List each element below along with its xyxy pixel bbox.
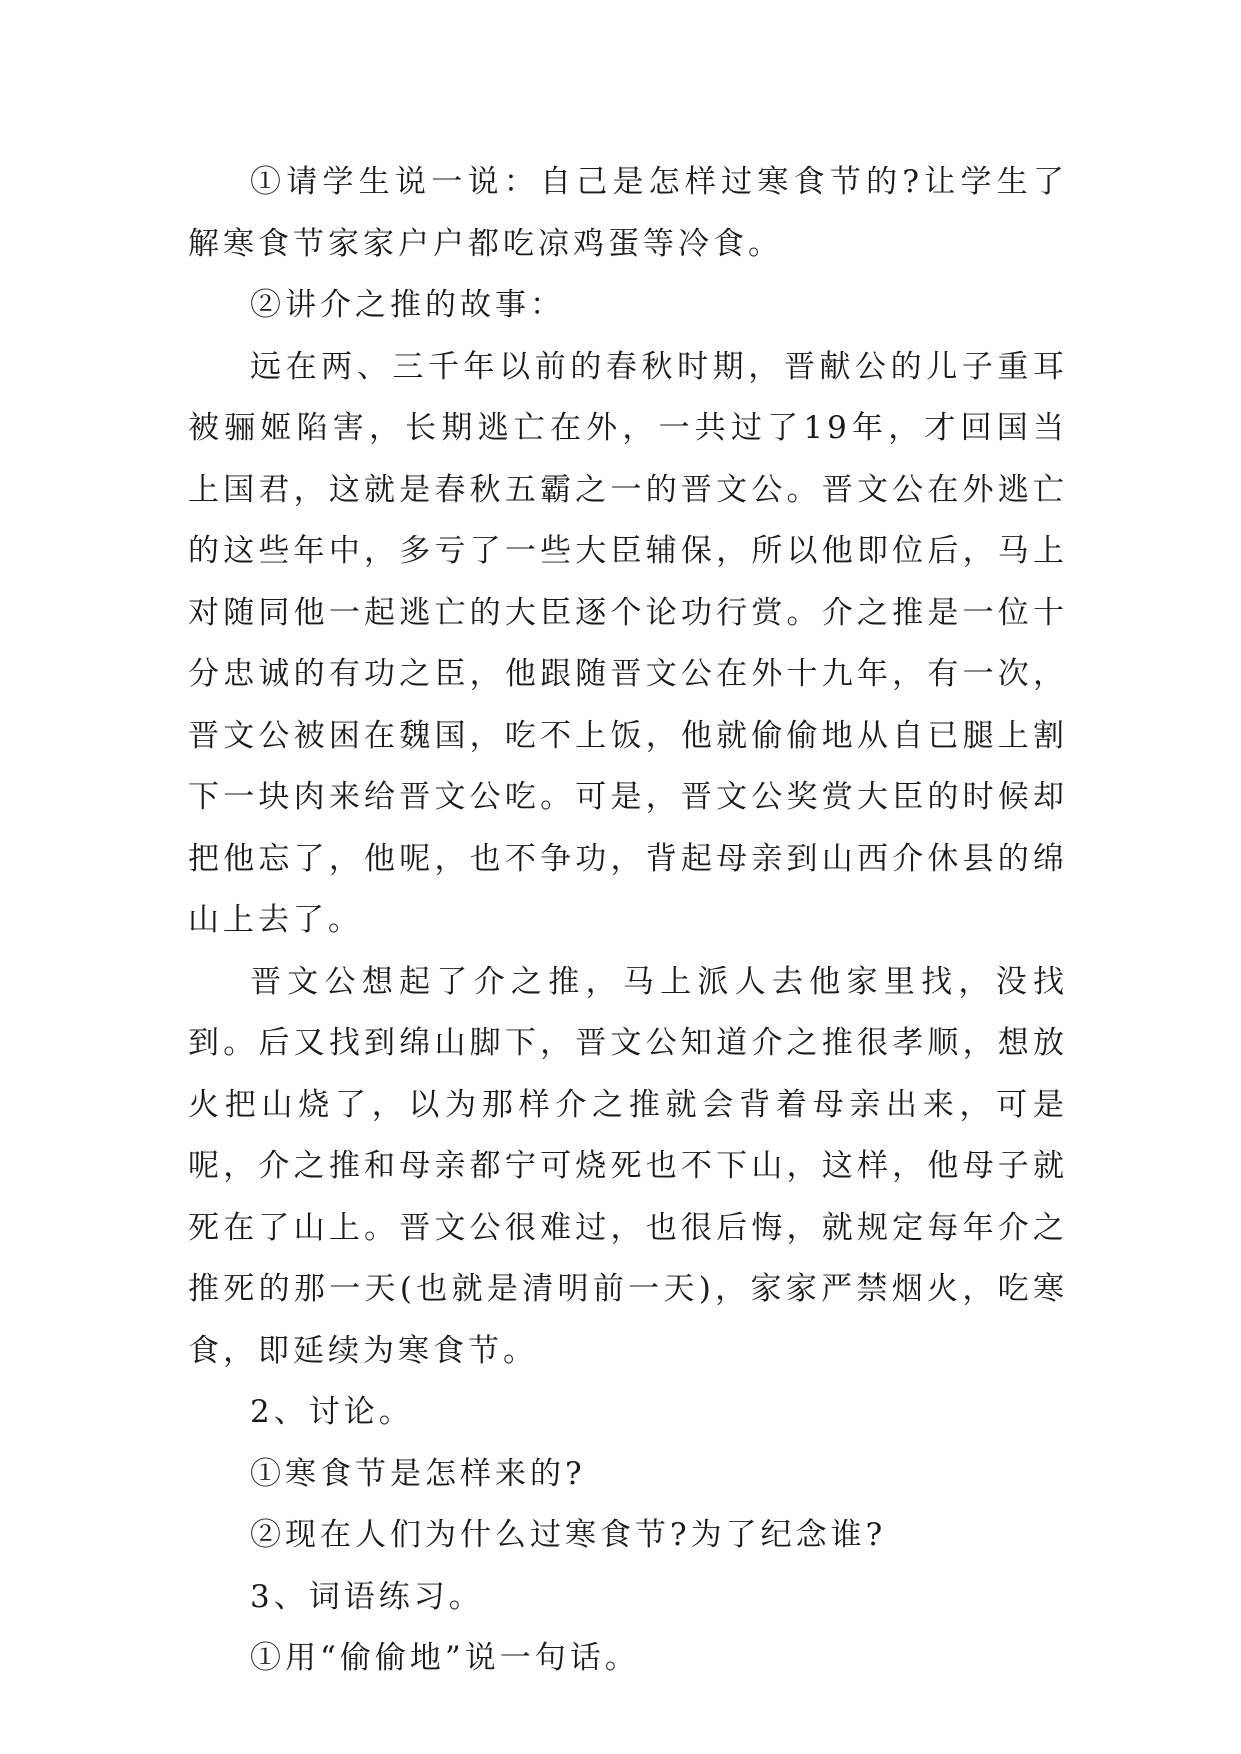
paragraph-discussion-q2: ②现在人们为什么过寒食节?为了纪念谁? bbox=[250, 1517, 887, 1553]
paragraph-story-heading: ②讲介之推的故事： bbox=[250, 287, 565, 323]
paragraph-discussion-q1: ①寒食节是怎样来的? bbox=[250, 1455, 586, 1492]
paragraph-vocab-item-1: ①用“偷偷地”说一句话。 bbox=[250, 1640, 640, 1676]
paragraph-story-part-1: 远在两、三千年以前的春秋时期，晋献公的儿子重耳被骊姬陷害，长期逃亡在外，一共过了19年，才回国当上国君，这就是春秋五霸之一的晋文公。晋文公在外逃亡的这些年中，多亏了一些大臣辅保，所以他即位后，马上对随同他一起逃亡的大臣逐个论功行赏。介之推是一位十分忠诚的有功之臣，他跟随晋文公在外十九年，有一次，晋文公被困在魏国，吃不上饭，他就偷偷地从自已腿上割下一块肉来给晋文公吃。可是，晋文公奖赏大臣的时候却把他忘了，他呢，也不争功，背起母亲到山西介休县的绵山上去了。 bbox=[188, 348, 1068, 938]
document-body bbox=[188, 152, 1068, 1690]
paragraph-vocab-heading: 3、词语练习。 bbox=[250, 1578, 484, 1615]
paragraph-story-part-2: 晋文公想起了介之推，马上派人去他家里找，没找到。后又找到绵山脚下，晋文公知道介之推很孝顺，想放火把山烧了，以为那样介之推就会背着母亲出来，可是呢，介之推和母亲都宁可烧死也不下山，这样，他母子就死在了山上。晋文公很难过，也很后悔，就规定每年介之推死的那一天(也就是清明前一天)，家家严禁烟火，吃寒食，即延续为寒食节。 bbox=[188, 963, 1068, 1369]
paragraph-ask-students: ①请学生说一说：自己是怎样过寒食节的?让学生了解寒食节家家户户都吃凉鸡蛋等冷食。 bbox=[188, 164, 1068, 262]
paragraph-discussion-heading: 2、讨论。 bbox=[250, 1394, 414, 1430]
